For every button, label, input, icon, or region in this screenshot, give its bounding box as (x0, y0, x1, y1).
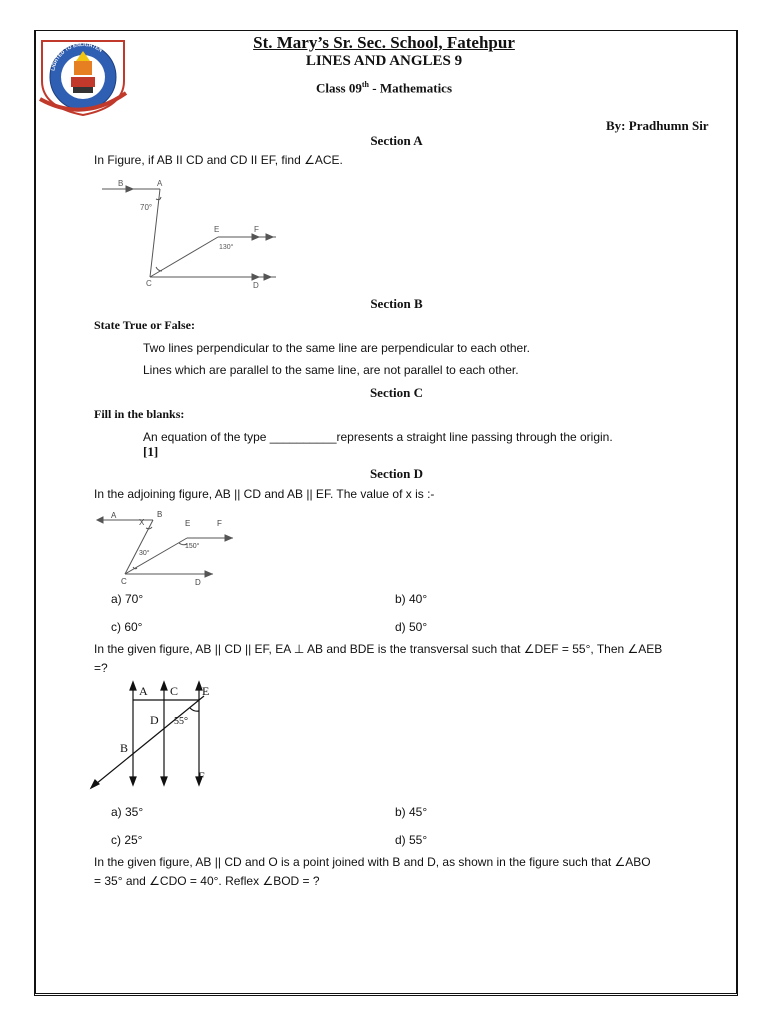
section-c-instruction: Fill in the blanks: (94, 407, 185, 421)
fig-label-f: F (254, 225, 259, 234)
section-a-question: In Figure, if AB II CD and CD II EF, find ∠ACE. (94, 153, 343, 167)
class-subject: Class 09th - Mathematics (315, 80, 453, 96)
q2-text-line2: =? (94, 661, 108, 675)
q2-option-d: d) 55° (395, 833, 428, 847)
figure-q2 (86, 680, 216, 792)
fig-label-a: A (157, 179, 163, 188)
q1-option-c: c) 60° (111, 620, 143, 634)
q2-option-b: b) 45° (395, 805, 428, 819)
figure-q1 (95, 508, 235, 588)
q2-option-c: c) 25° (111, 833, 143, 847)
fig-label-c: C (146, 279, 152, 288)
q2-option-a: a) 35° (111, 805, 144, 819)
q1-option-d: d) 50° (395, 620, 428, 634)
section-b-heading: Section B (370, 296, 423, 311)
section-b-item-1: Two lines perpendicular to the same line are perpendicular to each other. (143, 341, 530, 355)
fig-label-c: C (121, 577, 127, 586)
fig-label-e: E (214, 225, 220, 234)
fig-angle-30: 30° (139, 550, 150, 557)
q1-text: In the adjoining figure, AB || CD and AB || EF. The value of x is :- (94, 487, 435, 501)
fill-blank: __________ (269, 430, 337, 444)
fig-angle-150: 150° (185, 543, 200, 550)
section-c-item: An equation of the type __________represents a straight line passing through the origin. (143, 430, 613, 444)
q1-option-a: a) 70° (111, 592, 144, 606)
q2-text-line1: In the given figure, AB || CD || EF, EA ⊥ AB and BDE is the transversal such that ∠DEF = 55°, Then ∠AEB (94, 642, 663, 656)
author-line: By: Pradhumn Sir (606, 118, 709, 133)
section-d-heading: Section D (369, 466, 424, 481)
fig-label-e: E (185, 519, 191, 528)
section-b-item-2: Lines which are parallel to the same line, are not parallel to each other. (143, 363, 519, 377)
fig-label-b: B (157, 510, 163, 519)
fig-label-f: F (198, 769, 205, 783)
section-a-heading: Section A (370, 133, 423, 148)
section-c-marks: [1] (143, 444, 159, 459)
worksheet-title: LINES AND ANGLES 9 (305, 53, 463, 69)
fig-label-a: A (139, 684, 148, 698)
svg-text:LIGHTED TO ENLIGHTEN: LIGHTED TO ENLIGHTEN (50, 41, 104, 72)
fig-label-d: D (195, 578, 201, 587)
figure-section-a (98, 175, 283, 290)
fig-label-d: D (150, 713, 159, 727)
fig-angle-70: 70° (140, 203, 153, 212)
fig-angle-55: 55° (174, 716, 188, 727)
fig-label-d: D (253, 281, 259, 290)
fig-label-f: F (217, 519, 222, 528)
fig-label-e: E (202, 684, 210, 698)
fig-label-b: B (120, 741, 129, 755)
fig-label-x: X (139, 518, 145, 527)
fig-label-b: B (118, 179, 124, 188)
fig-label-c: C (170, 684, 179, 698)
section-b-instruction: State True or False: (94, 318, 195, 332)
section-c-heading: Section C (369, 385, 424, 400)
q3-text-line2: = 35° and ∠CDO = 40°. Reflex ∠BOD = ? (94, 874, 320, 888)
q3-text-line1: In the given figure, AB || CD and O is a point joined with B and D, as shown in the figure such that ∠ABO (94, 855, 651, 869)
q1-option-b: b) 40° (395, 592, 428, 606)
fig-angle-130: 130° (219, 244, 234, 251)
fig-label-a: A (111, 511, 117, 520)
school-name: St. Mary’s Sr. Sec. School, Fatehpur (253, 33, 515, 52)
